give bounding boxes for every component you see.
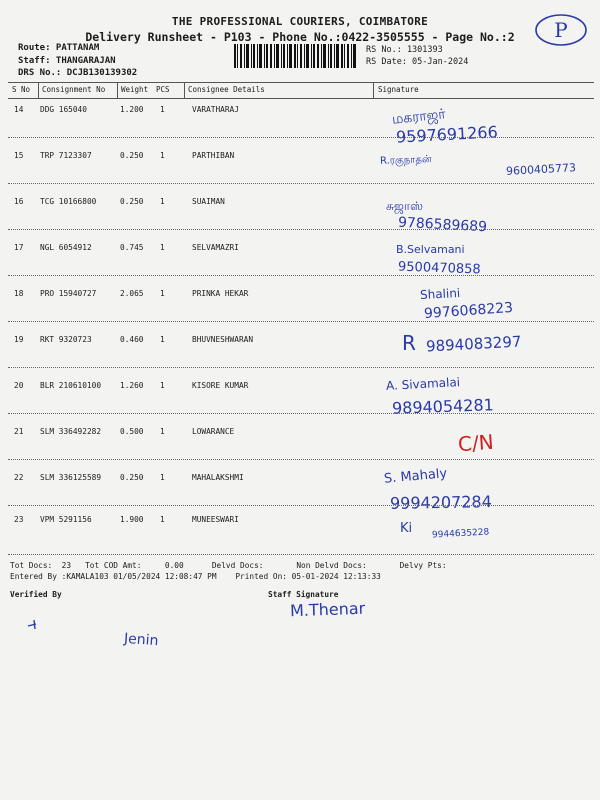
row-divider: [8, 367, 594, 368]
signature-name: A. Sivamalai: [385, 375, 461, 393]
row-consignment: SLM 336125589: [40, 473, 102, 482]
rs-number: RS No.: 1301393: [366, 45, 443, 55]
row-consignee: LOWARANCE: [192, 427, 235, 436]
p-stamp-circle: [534, 12, 588, 48]
row-consignee: MAHALAKSHMI: [192, 473, 244, 482]
row-consignment: BLR 210610100: [40, 381, 102, 390]
row-consignment: PRO 15940727: [40, 289, 97, 298]
row-weight: 1.200: [120, 105, 144, 114]
col-divider: [373, 82, 374, 98]
row-sno: 16: [14, 197, 24, 206]
row-weight: 0.250: [120, 473, 144, 482]
table-row: [0, 101, 600, 147]
drs-label: DRS No.: DCJB130139302: [18, 68, 138, 78]
row-pcs: 1: [160, 427, 165, 436]
table-row: [0, 147, 600, 193]
signature-phone: 9994207284: [389, 492, 492, 513]
col-weight: Weight: [121, 85, 149, 94]
row-divider: [8, 505, 594, 506]
table-row: [0, 466, 600, 515]
totals-line: Tot Docs: 23 Tot COD Amt: 0.00 Delvd Docs: Non Delvd Docs: Delvy Pts:: [10, 561, 447, 570]
row-weight: 1.260: [120, 381, 144, 390]
signature-name: மகராஜர்: [391, 106, 447, 128]
row-consignee: BHUVNESHWARAN: [192, 335, 254, 344]
row-pcs: 1: [160, 381, 165, 390]
verifier-signature: Jenin: [123, 630, 159, 650]
row-sno: 14: [14, 105, 24, 114]
table-top-rule: [8, 82, 594, 83]
signature-phone: 9600405773: [505, 161, 577, 178]
row-pcs: 1: [160, 197, 165, 206]
row-weight: 0.745: [120, 243, 144, 252]
row-divider: [8, 413, 594, 414]
rs-date: RS Date: 05-Jan-2024: [366, 57, 469, 67]
row-pcs: 1: [160, 473, 165, 482]
col-consignee: Consignee Details: [188, 85, 265, 94]
cn-red-mark: C/N: [457, 429, 495, 457]
signature-name: R: [402, 331, 416, 355]
row-consignee: KISORE KUMAR: [192, 381, 249, 390]
signature-phone: 9786589689: [397, 214, 488, 236]
row-consignee: SUAIMAN: [192, 197, 225, 206]
signature-name: B.Selvamani: [396, 243, 465, 256]
row-consignment: RKT 9320723: [40, 335, 92, 344]
table-row: [0, 423, 600, 469]
company-title: THE PROFESSIONAL COURIERS, COIMBATORE: [171, 15, 429, 28]
table-row: [0, 285, 600, 331]
entered-by-line: Entered By :KAMALA103 01/05/2024 12:08:47 PM Printed On: 05-01-2024 12:13:33: [10, 572, 381, 581]
runsheet-title: Delivery Runsheet - P103 - Phone No.:0422-3505555 - Page No.:2: [85, 30, 515, 44]
row-consignment: DDG 165040: [40, 105, 87, 114]
footer-rule: [8, 554, 594, 555]
row-consignee: SELVAMAZRI: [192, 243, 239, 252]
row-divider: [8, 137, 594, 138]
signature-name: Ki: [400, 521, 413, 536]
row-weight: 1.900: [120, 515, 144, 524]
row-sno: 21: [14, 427, 24, 436]
row-sno: 23: [14, 515, 24, 524]
staff-label: Staff: THANGARAJAN: [18, 55, 116, 66]
staff-signature-label: Staff Signature: [268, 590, 339, 599]
p-stamp-letter: P: [554, 18, 568, 42]
route-label: Route: PATTANAM: [18, 43, 100, 53]
barcode-image: [234, 44, 356, 68]
table-header-rule: [8, 98, 594, 99]
table-row: [0, 511, 600, 557]
verified-by-label: Verified By: [10, 590, 62, 599]
row-pcs: 1: [160, 105, 165, 114]
row-consignee: PARTHIBAN: [192, 151, 235, 160]
col-pcs: PCS: [156, 85, 170, 94]
table-row: [0, 331, 600, 377]
signature-phone: 9597691266: [395, 122, 499, 147]
row-sno: 18: [14, 289, 24, 298]
col-divider: [184, 82, 185, 98]
row-divider: [8, 183, 594, 184]
row-consignment: NGL 6054912: [40, 243, 92, 252]
row-weight: 0.250: [120, 151, 144, 160]
row-consignment: TRP 7123307: [40, 151, 92, 160]
row-divider: [8, 275, 594, 276]
row-weight: 2.065: [120, 289, 144, 298]
col-sno: S No: [12, 85, 31, 94]
row-weight: 0.460: [120, 335, 144, 344]
staff-signature: M.Thenar: [289, 598, 366, 621]
signature-name: S. Mahaly: [383, 466, 448, 487]
row-divider: [8, 229, 594, 230]
row-pcs: 1: [160, 335, 165, 344]
row-weight: 0.500: [120, 427, 144, 436]
row-weight: 0.250: [120, 197, 144, 206]
signature-name: R.ரகுநாதன்: [379, 154, 432, 167]
row-divider: [8, 459, 594, 460]
row-sno: 19: [14, 335, 24, 344]
row-sno: 17: [14, 243, 24, 252]
col-divider: [38, 82, 39, 98]
row-pcs: 1: [160, 243, 165, 252]
row-consignment: VPM 5291156: [40, 515, 92, 524]
signature-phone: 9500470858: [397, 259, 481, 278]
row-sno: 20: [14, 381, 24, 390]
row-consignment: SLM 336492282: [40, 427, 102, 436]
row-pcs: 1: [160, 515, 165, 524]
signature-phone: 9944635228: [431, 527, 490, 541]
table-row: [0, 193, 600, 239]
col-divider: [117, 82, 118, 98]
row-divider: [8, 321, 594, 322]
row-pcs: 1: [160, 289, 165, 298]
row-consignee: MUNEESWARI: [192, 515, 239, 524]
row-consignee: VARATHARAJ: [192, 105, 239, 114]
table-row: [0, 377, 600, 423]
row-sno: 22: [14, 473, 24, 482]
signature-phone: 9894083297: [425, 332, 522, 356]
meta-left: [18, 42, 137, 80]
col-signature: Signature: [378, 85, 419, 94]
col-consignment: Consignment No: [42, 85, 106, 94]
table-row: [0, 239, 600, 285]
signature-phone: 9976068223: [423, 299, 514, 323]
verifier-tick-mark: [26, 616, 48, 632]
signature-name: சுஜாஸ்: [386, 199, 423, 213]
meta-right: [366, 44, 468, 68]
signature-name: Shalini: [419, 285, 461, 303]
row-consignment: TCG 10166800: [40, 197, 97, 206]
row-pcs: 1: [160, 151, 165, 160]
row-sno: 15: [14, 151, 24, 160]
signature-phone: 9894054281: [391, 395, 495, 418]
row-consignee: PRINKA HEKAR: [192, 289, 249, 298]
